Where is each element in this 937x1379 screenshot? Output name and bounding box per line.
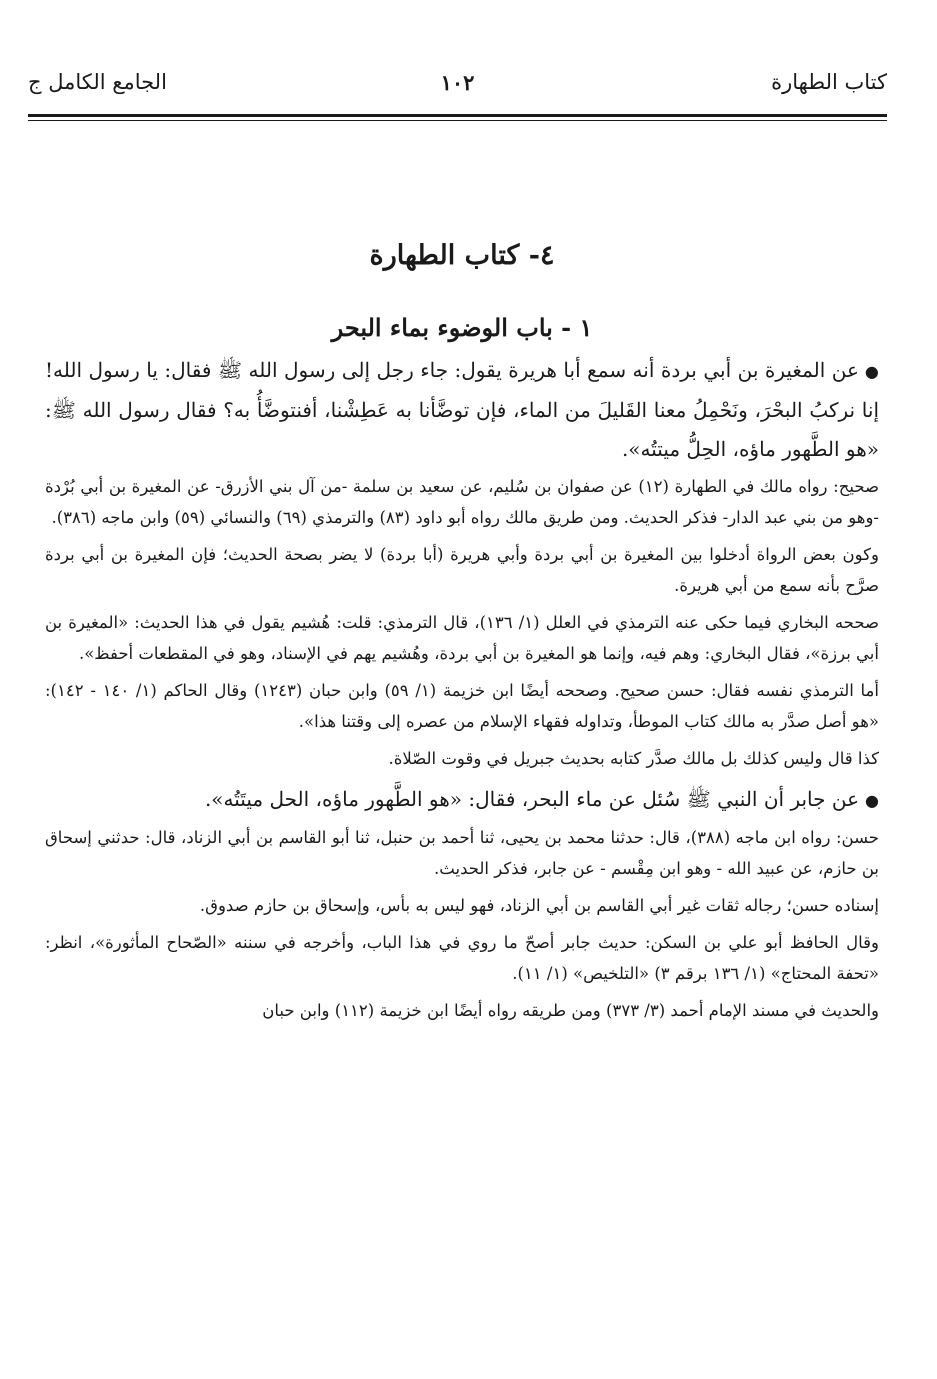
takhrij-paragraph-2: وكون بعض الرواة أدخلوا بين المغيرة بن أبي بردة وأبي هريرة (أبا بردة) لا يضر بصحة الحديث؛ فإن المغيرة بن أبي بردة صرَّح بأنه سمع من أبي هريرة. [45, 545, 879, 596]
page-content [45, 240, 879, 1032]
header-book-name: كتاب الطهارة [771, 70, 887, 94]
bullet-icon: ● [865, 791, 879, 811]
takhrij-paragraph-8: وقال الحافظ أبو علي بن السكن: حديث جابر أصحّ ما روي في هذا الباب، وأخرجه في سننه «الصّحاح المأثورة»، انظر: «تحفة المحتاج» (١/ ١٣٦ برقم ٣) «التلخيص» (١/ ١١). [45, 933, 879, 984]
takhrij-paragraph-9: والحديث في مسند الإمام أحمد (٣/ ٣٧٣) ومن طريقه رواه أيضًا ابن خزيمة (١١٢) وابن حبان [262, 1001, 879, 1021]
running-header [28, 66, 887, 106]
hadith-text-2 [45, 780, 879, 820]
takhrij-paragraph-5: كذا قال وليس كذلك بل مالك صدَّر كتابه بحديث جبريل في وقوت الصّلاة. [388, 749, 879, 769]
header-rule-thick [28, 114, 887, 117]
hadith-text-1 [45, 351, 879, 469]
hadith-text-2-body: عن جابر أن النبي ﷺ سُئل عن ماء البحر، فقال: «هو الطَّهور ماؤه، الحل ميتَتُه». [204, 787, 860, 812]
chapter-title: ١ - باب الوضوء بماء البحر [331, 313, 593, 343]
header-collection-title: الجامع الكامل ج [28, 70, 167, 94]
takhrij-paragraph-1: صحيح: رواه مالك في الطهارة (١٢) عن صفوان بن سُليم، عن سعيد بن سلمة -من آل بني الأزرق- عن المغيرة بن أبي بُرْدة -وهو من بني عبد الدار- فذكر الحديث. ومن طريق مالك رواه أبو داود (٨٣) والترمذي (٦٩) والنسائي (٥٩) وابن ماجه (٣٨٦). [45, 477, 879, 528]
takhrij-paragraph-6: حسن: رواه ابن ماجه (٣٨٨)، قال: حدثنا محمد بن يحيى، ثنا أحمد بن حنبل، ثنا أبو القاسم بن أبي الزناد، قال: حدثني إسحاق بن حازم، عن عبيد الله - وهو ابن مِقْسم - عن جابر، فذكر الحديث. [45, 828, 879, 879]
bullet-icon: ● [864, 362, 879, 382]
page-number: ١٠٢ [440, 70, 475, 95]
takhrij-paragraph-7: إسناده حسن؛ رجاله ثقات غير أبي القاسم بن أبي الزناد، فهو ليس به بأس، وإسحاق بن حازم صدوق. [199, 896, 879, 916]
takhrij-paragraph-3: صححه البخاري فيما حكى عنه الترمذي في العلل (١/ ١٣٦)، قال الترمذي: قلت: هُشيم يقول في هذا الحديث: «المغيرة بن أبي برزة»، فقال البخاري: وهم فيه، وإنما هو المغيرة بن أبي بردة، وهُشيم يهم في الإسناد، وهو في المقطعات أحفظ». [45, 613, 879, 664]
hadith-text-1-body: عن المغيرة بن أبي بردة أنه سمع أبا هريرة يقول: جاء رجل إلى رسول الله ﷺ فقال: يا رسول الله! إنا نركبُ البحْرَ، ونَحْمِلُ معنا القَليلَ من الماء، فإن توضَّأنا به عَطِشْنا، أفنتوضَّأُ به؟ فقال رسول الله ﷺ: «هو الطَّهور ماؤه، الحِلُّ ميتتُه». [45, 358, 879, 462]
takhrij-paragraph-4: أما الترمذي نفسه فقال: حسن صحيح. وصححه أيضًا ابن خزيمة (١/ ٥٩) وابن حبان (١٢٤٣) وقال الحاكم (١/ ١٤٠ - ١٤٢): «هو أصل صدَّر به مالك كتاب الموطأ، وتداوله فقهاء الإسلام من عصره إلى وقتنا هذا». [45, 681, 879, 732]
book-title: ٤- كتاب الطهارة [369, 240, 555, 271]
header-rule-thin [28, 120, 887, 121]
